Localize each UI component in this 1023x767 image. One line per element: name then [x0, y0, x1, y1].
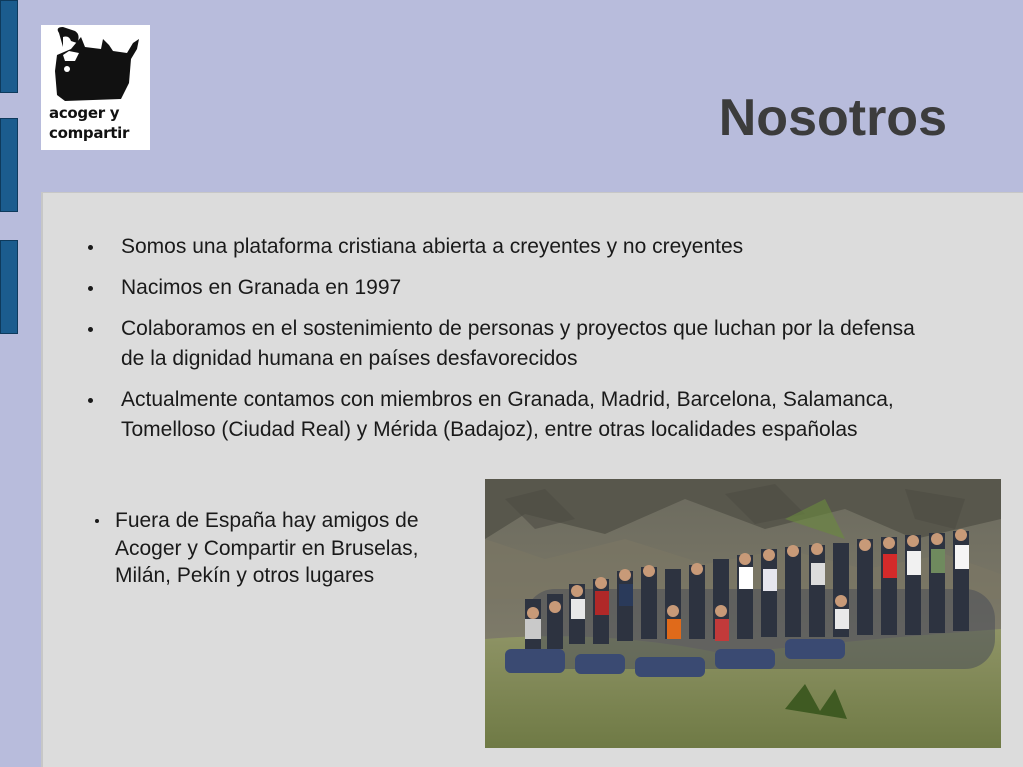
group-photo	[485, 479, 1001, 748]
bullet-text: Actualmente contamos con miembros en Granada, Madrid, Barcelona, Salamanca, Tomelloso (Ciudad Real) y Mérida (Badajoz), entre otras localidades españolas	[121, 388, 894, 441]
bullet-item	[80, 273, 940, 303]
logo-text-line-1: acoger y	[49, 104, 120, 122]
sub-bullet-text: Fuera de España hay amigos de Acoger y Compartir en Bruselas, Milán, Pekín y otros lugares	[115, 509, 419, 587]
bullet-dot-icon	[88, 327, 93, 332]
bullet-text: Nacimos en Granada en 1997	[121, 276, 402, 299]
bullet-dot-icon	[88, 245, 93, 250]
organization-logo	[41, 25, 150, 150]
bullet-text: Colaboramos en el sostenimiento de personas y proyectos que luchan por la defensa de la dignidad humana en países desfavorecidos	[121, 317, 915, 370]
bullet-item	[80, 232, 940, 262]
logo-mark-icon	[41, 25, 150, 105]
side-accent-bar-middle	[0, 118, 18, 212]
side-accent-bar-top	[0, 0, 18, 93]
bullet-item	[80, 314, 940, 374]
bullet-list	[80, 232, 940, 456]
slide-title: Nosotros	[718, 89, 947, 147]
bullet-item	[80, 385, 940, 445]
bullet-text: Somos una plataforma cristiana abierta a creyentes y no creyentes	[121, 235, 744, 258]
group-photo-image	[485, 479, 1001, 748]
sub-bullet-dot-icon	[95, 519, 99, 523]
logo-text	[49, 103, 149, 143]
side-accent-bar-bottom	[0, 240, 18, 334]
sub-bullet-item	[88, 507, 460, 590]
logo-text-line-2: compartir	[49, 124, 130, 142]
bullet-dot-icon	[88, 286, 93, 291]
bullet-dot-icon	[88, 398, 93, 403]
